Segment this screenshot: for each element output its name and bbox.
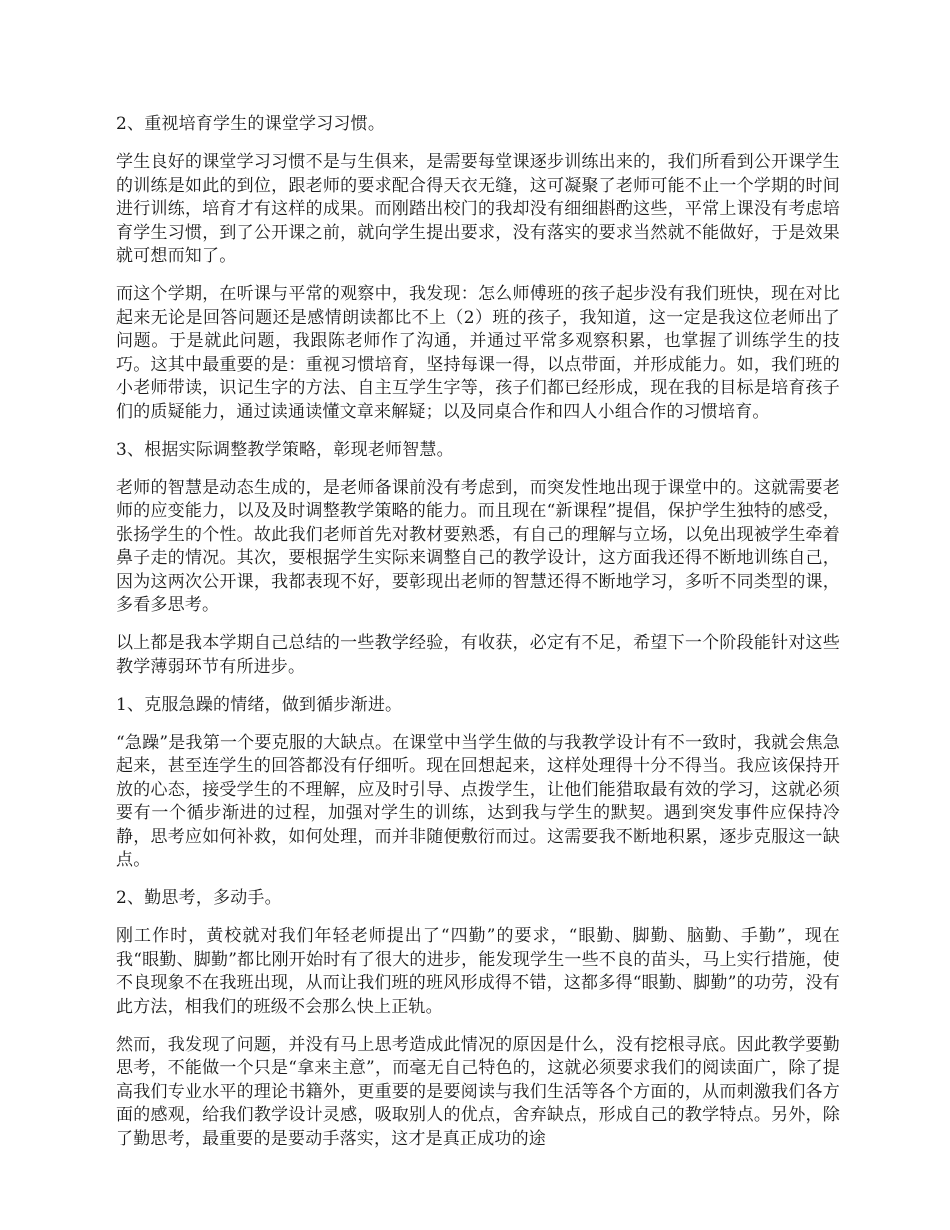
section-heading: 1、克服急躁的情绪，做到循步渐进。: [116, 694, 403, 715]
section-heading: 3、根据实际调整教学策略，彰现老师智慧。: [116, 439, 454, 460]
document-body: [116, 113, 840, 1166]
body-paragraph: “急躁”是我第一个要克服的大缺点。在课堂中当学生做的与我教学设计有不一致时，我就会焦急起来，甚至连学生的回答都没有仔细听。现在回想起来，这样处理得十分不得当。我应该保持开放的心态，接受学生的不理解，应及时引导、点拨学生，让他们能猎取最有效的学习，这就必须要有一个循步渐进的过程，加强对学生的训练，达到我与学生的默契。遇到突发事件应保持冷静，思考应如何补救，如何处理，而并非随便敷衍而过。这需要我不断地积累，逐步克服这一缺点。: [116, 732, 840, 870]
section-heading: 2、重视培育学生的课堂学习习惯。: [116, 114, 386, 134]
body-paragraph: 老师的智慧是动态生成的，是老师备课前没有考虑到，而突发性地出现于课堂中的。这就需要老师的应变能力，以及及时调整教学策略的能力。而且现在“新课程”提倡，保护学生独特的感受，张扬学生的个性。故此我们老师首先对教材要熟悉，有自己的理解与立场，以免出现被学生牵着鼻子走的情况。其次，要根据学生实际来调整自己的教学设计，这方面我还得不断地训练自己，因为这两次公开课，我都表现不好，要彰现出老师的智慧还得不断地学习，多听不同类型的课，多看多思考。: [116, 477, 840, 615]
body-paragraph: 而这个学期，在听课与平常的观察中，我发现：怎么师傅班的孩子起步没有我们班快，现在对比起来无论是回答问题还是感情朗读都比不上（2）班的孩子，我知道，这一定是我这位老师出了问题。于是就此问题，我跟陈老师作了沟通，并通过平常多观察积累，也掌握了训练学生的技巧。这其中最重要的是：重视习惯培育，坚持每课一得，以点带面，并形成能力。如，我们班的小老师带读，识记生字的方法、自主互学生字等，孩子们都已经形成，现在我的目标是培育孩子们的质疑能力，通过读通读懂文章来解疑；以及同桌合作和四人小组合作的习惯培育。: [116, 284, 840, 422]
body-paragraph: 学生良好的课堂学习习惯不是与生俱来，是需要每堂课逐步训练出来的，我们所看到公开课学生的训练是如此的到位，跟老师的要求配合得天衣无缝，这可凝聚了老师可能不止一个学期的时间进行训练，培育才有这样的成果。而刚踏出校门的我却没有细细斟酌这些，平常上课没有考虑培育学生习惯，到了公开课之前，就向学生提出要求，没有落实的要求当然就不能做好，于是效果就可想而知了。: [116, 152, 840, 266]
body-paragraph: 然而，我发现了问题，并没有马上思考造成此情况的原因是什么，没有挖根寻底。因此教学要勤思考，不能做一个只是“拿来主意”，而毫无自己特色的，这就必须要求我们的阅读面广，除了提高我们专业水平的理论书籍外，更重要的是要阅读与我们生活等各个方面的，从而刺激我们各方面的感观，给我们教学设计灵感，吸取别人的优点，舍弃缺点，形成自己的教学特点。另外，除了勤思考，最重要的是要动手落实，这才是真正成功的途: [116, 1034, 840, 1149]
body-paragraph: 以上都是我本学期自己总结的一些教学经验，有收获，必定有不足，希望下一个阶段能针对这些教学薄弱环节有所进步。: [116, 633, 840, 677]
section-heading: 2、勤思考，多动手。: [116, 888, 282, 908]
body-paragraph: 刚工作时，黄校就对我们年轻老师提出了“四勤”的要求，“眼勤、脚勤、脑勤、手勤”，现在我“眼勤、脚勤”都比刚开始时有了很大的进步，能发现学生一些不良的苗头，马上实行措施，使不良现象不在我班出现，从而让我们班的班风形成得不错，这都多得“眼勤、脚勤”的功劳，没有此方法，相我们的班级不会那么快上正轨。: [116, 926, 840, 1017]
